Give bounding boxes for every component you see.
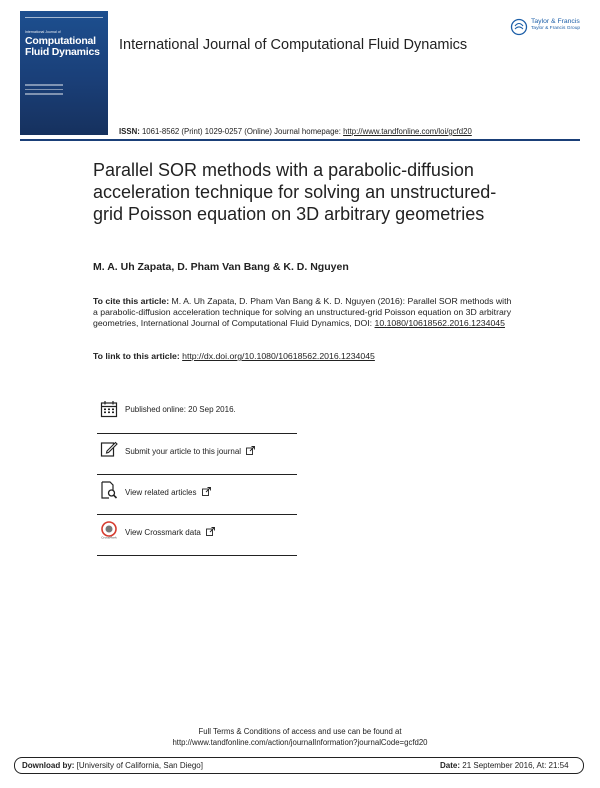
download-by: [22, 761, 203, 770]
journal-cover: [20, 11, 108, 135]
crossmark-link[interactable]: [125, 527, 215, 537]
external-link-icon: [246, 446, 255, 455]
crossmark-icon: [100, 521, 118, 539]
article-doi-link[interactable]: http://dx.doi.org/10.1080/10618562.2016.1234045: [182, 351, 375, 361]
download-date-label: Date:: [440, 761, 461, 770]
row-divider: [97, 555, 297, 556]
terms-url[interactable]: http://www.tandfonline.com/action/journalInformation?journalCode=gcfd20: [172, 737, 428, 747]
header-divider: [20, 139, 580, 141]
download-by-label: Download by:: [22, 761, 75, 770]
submit-article-link[interactable]: [125, 446, 255, 456]
issn-label: ISSN:: [119, 127, 140, 136]
external-link-icon: [206, 527, 215, 536]
submit-article-label: Submit your article to this journal: [125, 447, 242, 456]
download-date-value: 21 September 2016, At: 21:54: [460, 761, 569, 770]
download-by-value: [University of California, San Diego]: [74, 761, 203, 770]
row-divider: [97, 474, 297, 475]
publisher-name: Taylor & Francis: [531, 18, 580, 25]
related-articles-label: View related articles: [125, 488, 197, 497]
cover-title-line1: Computational: [25, 35, 96, 47]
issn-line: [119, 127, 472, 136]
publisher-group: Taylor & Francis Group: [531, 26, 581, 31]
crossmark-label: View Crossmark data: [125, 528, 201, 537]
row-divider: [97, 514, 297, 515]
link-label: To link to this article:: [93, 351, 183, 361]
document-search-icon: [100, 481, 118, 499]
journal-homepage-link[interactable]: http://www.tandfonline.com/loi/gcfd20: [343, 127, 472, 136]
citation-label: To cite this article:: [93, 296, 170, 306]
cover-title-line2: Fluid Dynamics: [25, 46, 100, 58]
svg-text:CrossMark: CrossMark: [101, 535, 117, 539]
terms-text: Full Terms & Conditions of access and use can be found at: [198, 727, 402, 736]
row-divider: [97, 433, 297, 434]
edit-icon: [100, 440, 118, 458]
citation-block: [93, 296, 513, 330]
article-title: Parallel SOR methods with a parabolic-diffusion acceleration technique for solving an unstructured-grid Poisson equation on 3D arbitrary geometries: [93, 160, 497, 224]
download-date: [440, 761, 569, 770]
citation-doi-link[interactable]: 10.1080/10618562.2016.1234045: [374, 318, 505, 329]
terms-footer: [0, 727, 600, 748]
article-authors: M. A. Uh Zapata, D. Pham Van Bang & K. D. Nguyen: [93, 261, 349, 273]
cover-top-bar: [25, 17, 103, 22]
published-online-text: Published online: 20 Sep 2016.: [125, 405, 236, 414]
article-link-block: [93, 351, 375, 361]
issn-value: 1061-8562 (Print) 1029-0257 (Online) Journal homepage:: [139, 127, 344, 136]
related-articles-link[interactable]: [125, 487, 211, 497]
external-link-icon: [202, 487, 211, 496]
journal-title: International Journal of Computational Fluid Dynamics: [119, 37, 468, 53]
cover-subtitle: International Journal of: [25, 30, 61, 34]
cover-decoration: [25, 84, 103, 95]
calendar-icon: [100, 400, 118, 418]
citation-text: M. A. Uh Zapata, D. Pham Van Bang & K. D. Nguyen (2016): Parallel SOR methods with a parabolic-diffusion acceleration technique for solving an unstructured-grid Poisson equation on 3D arbitrary geometries, International Journal of Computational Fluid Dynamics, DOI:: [93, 296, 512, 329]
